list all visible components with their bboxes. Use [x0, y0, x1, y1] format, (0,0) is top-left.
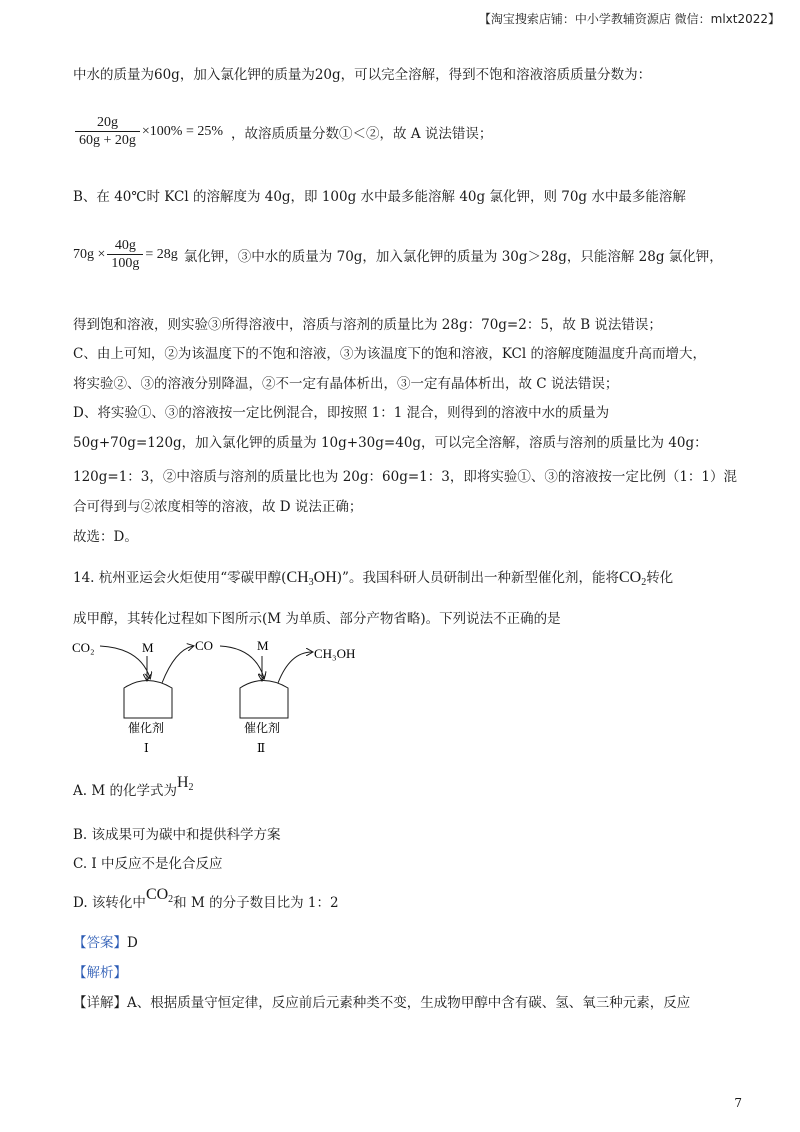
catalyst-2-shape: [240, 681, 288, 719]
detail-line: [73, 994, 760, 1012]
formula-line: [73, 114, 760, 149]
fraction-numerator: 20g: [75, 114, 140, 132]
formula-text: ，故溶质质量分数①＜②，故 A 说法错误；: [231, 125, 493, 142]
detail-text: A、根据质量守恒定律，反应前后元素种类不变，生成物甲醇中含有碳、氢、氧三种元素，反应: [127, 995, 691, 1011]
catalyst-2-label: 催化剂: [244, 721, 281, 735]
paragraph: 120g=1：3，②中溶质与溶剂的质量比也为 20g：60g=1：3，即将实验①、③的溶液按一定比例（1：1）混: [73, 469, 737, 485]
co-label: CO: [195, 638, 214, 653]
paragraph: 故选：D。: [73, 529, 138, 545]
question-text: 14. 杭州亚运会火炬使用“零碳甲醇(: [73, 570, 287, 586]
ch3oh-label: CH₃OH: [314, 646, 356, 661]
paragraph: 合可得到与②浓度相等的溶液，故 D 说法正确；: [73, 499, 363, 515]
m-label-1: M: [142, 640, 154, 655]
co2-formula: $CO_2$: [145, 886, 174, 905]
option-a: A. M 的化学式为$H_2$: [73, 774, 194, 799]
paragraph: D、将实验①、③的溶液按一定比例混合，即按照 1：1 混合，则得到的溶液中水的质量为: [73, 405, 610, 421]
option-b: B. 该成果可为碳中和提供科学方案: [73, 827, 281, 843]
question-text: 成甲醇，其转化过程如下图所示(M 为单质、部分产物省略)。下列说法不正确的是: [73, 611, 561, 627]
question-text: 转化: [646, 570, 674, 586]
answer-tag: 【答案】: [73, 935, 127, 951]
arrow-out-2: [278, 652, 312, 683]
catalyst-2-number: Ⅱ: [257, 741, 266, 755]
fraction-numerator: 40g: [107, 237, 143, 255]
catalyst-1-label: 催化剂: [128, 721, 165, 735]
co2-label: CO₂: [72, 640, 95, 655]
page-number: 7: [734, 1096, 742, 1110]
answer-line: [73, 934, 760, 952]
paragraph: 将实验②、③的溶液分别降温，②不一定有晶体析出，③一定有晶体析出，故 C 说法错误；: [73, 376, 619, 392]
paragraph: C、由上可知，②为该温度下的不饱和溶液，③为该温度下的饱和溶液，KCl 的溶解度随温度升高而增大，: [73, 346, 706, 362]
arrow-out-1: [162, 646, 193, 683]
option-d: D. 该转化中$CO_2$和 M 的分子数目比为 1：2: [73, 886, 339, 911]
fraction-denominator: 100g: [111, 256, 140, 271]
h2-formula: $H_2$: [176, 774, 194, 793]
paragraph: 50g+70g=120g，加入氯化钾的质量为 10g+30g=40g，可以完全溶解，溶质与溶剂的质量比为 40g：: [73, 435, 708, 451]
paragraph: 中水的质量为60g，加入氯化钾的质量为20g，可以完全溶解，得到不饱和溶液溶质质量分数为：: [73, 67, 652, 83]
question-14: [73, 566, 760, 595]
formula-lead: 70g ×: [73, 246, 106, 262]
answer-value: D: [127, 935, 138, 951]
fraction: [75, 114, 140, 149]
m-label-2: M: [257, 638, 269, 653]
page-header: 【淘宝搜索店铺：中小学教辅资源店 微信：mlxt2022】: [478, 12, 780, 26]
methanol-formula: $CH_3OH$: [286, 569, 337, 588]
conversion-diagram: [60, 628, 400, 768]
paragraph: 得到饱和溶液，则实验③所得溶液中，溶质与溶剂的质量比为 28g：70g=2：5，故 B 说法错误；: [73, 317, 662, 333]
co2-formula: $CO_2$: [618, 569, 647, 588]
option-c: C. Ⅰ 中反应不是化合反应: [73, 856, 223, 872]
formula-line: [73, 237, 760, 272]
formula-tail: ×100% = 25%: [141, 123, 224, 139]
fraction-denominator: 60g + 20g: [79, 133, 136, 148]
catalyst-1-shape: [124, 681, 172, 719]
fraction: [107, 237, 143, 272]
question-text: )”。我国科研人员研制出一种新型催化剂，能将: [336, 570, 619, 586]
catalyst-1-number: Ⅰ: [144, 741, 149, 755]
analysis-line: [73, 964, 760, 982]
formula-text: 氯化钾，③中水的质量为 70g，加入氯化钾的质量为 30g＞28g，只能溶解 28g 氯化钾，: [183, 248, 723, 265]
paragraph: B、在 40℃时 KCl 的溶解度为 40g，即 100g 水中最多能溶解 40g 氯化钾，则 70g 水中最多能溶解: [73, 189, 686, 205]
detail-tag: 【详解】: [73, 995, 127, 1011]
analysis-tag: 【解析】: [73, 965, 127, 981]
formula-tail: = 28g: [145, 246, 178, 262]
